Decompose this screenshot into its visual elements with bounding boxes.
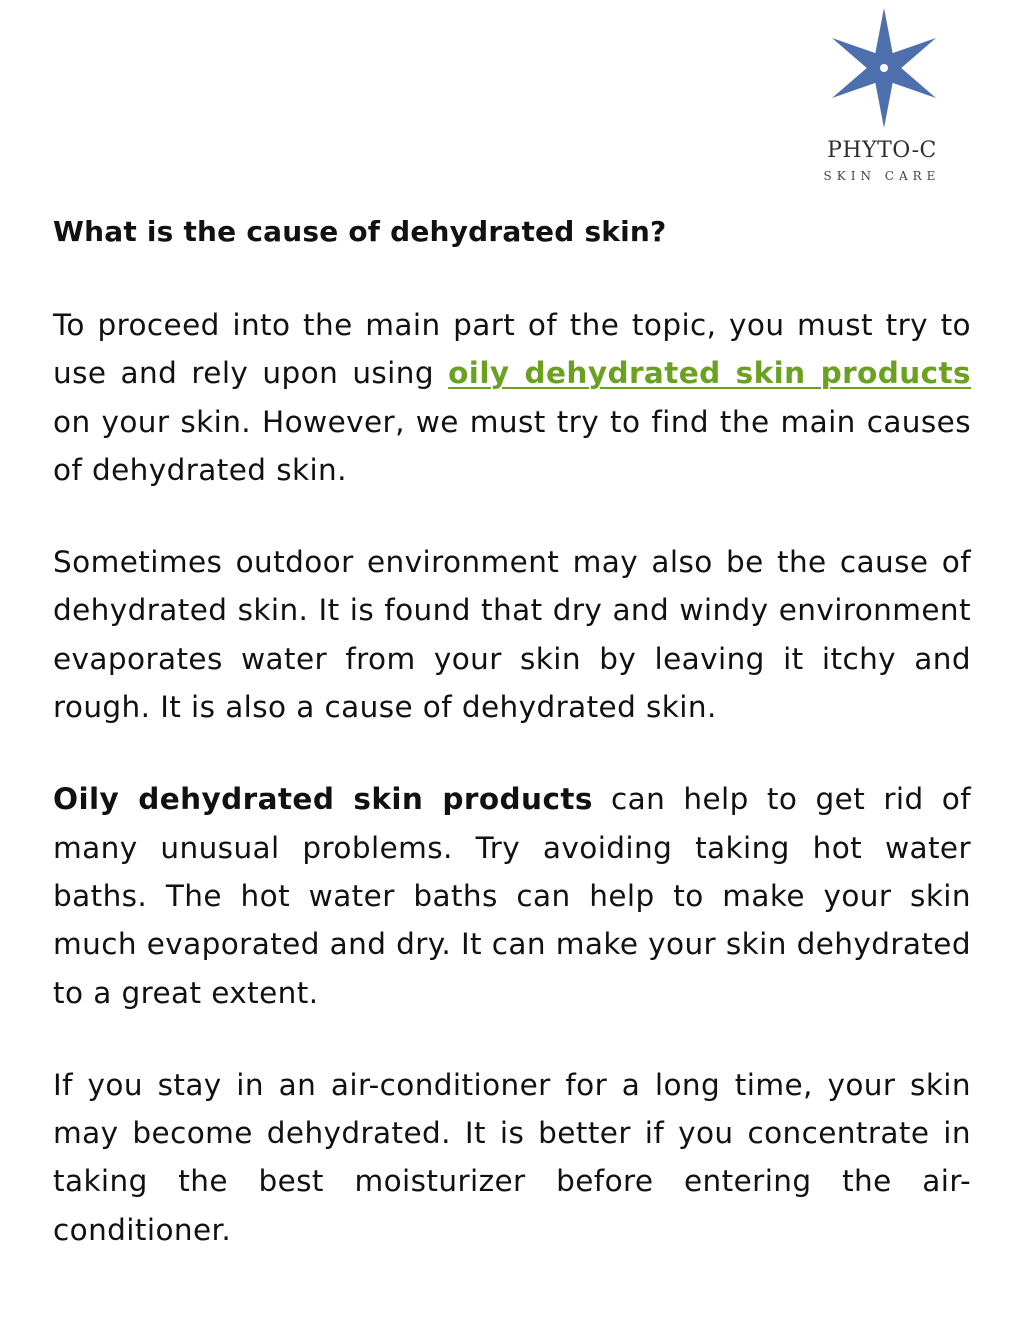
paragraph-environment: Sometimes outdoor environment may also be the cause of dehydrated skin. It is found that dry and windy environment evaporates water from your skin by leaving it itchy and rough. It is also a cause of dehydrated skin. xyxy=(53,545,971,725)
brand-name: PHYTO-C xyxy=(827,138,937,163)
products-bold-text: Oily dehydrated skin products xyxy=(53,782,593,817)
oily-dehydrated-skin-products-link[interactable]: oily dehydrated skin products xyxy=(448,356,971,391)
paragraph-products-text: can help to get rid of many unusual problems. Try avoiding taking hot water baths. The hot water baths can help to make your skin much evaporated and dry. It can make your skin dehydrated to a great extent. xyxy=(53,782,972,1010)
paragraph-intro xyxy=(53,301,971,494)
brand-logo xyxy=(812,6,952,184)
brand-tagline: SKIN CARE xyxy=(823,169,941,183)
paragraph-products xyxy=(53,775,971,1016)
article-heading: What is the cause of dehydrated skin? xyxy=(53,215,667,248)
six-point-star-icon xyxy=(824,6,944,130)
paragraph-intro-text-end: on your skin. However, we must try to find the main causes of dehydrated skin. xyxy=(53,404,971,487)
article-body xyxy=(53,206,971,1254)
paragraph-air-conditioner: If you stay in an air-conditioner for a long time, your skin may become dehydrated. It is better if you concentrate in taking the best moisturizer before entering the air-conditioner. xyxy=(53,1067,971,1247)
paragraph-intro-text-start: To proceed into the main part of the topic, you must try to use and rely upon using xyxy=(53,308,971,391)
